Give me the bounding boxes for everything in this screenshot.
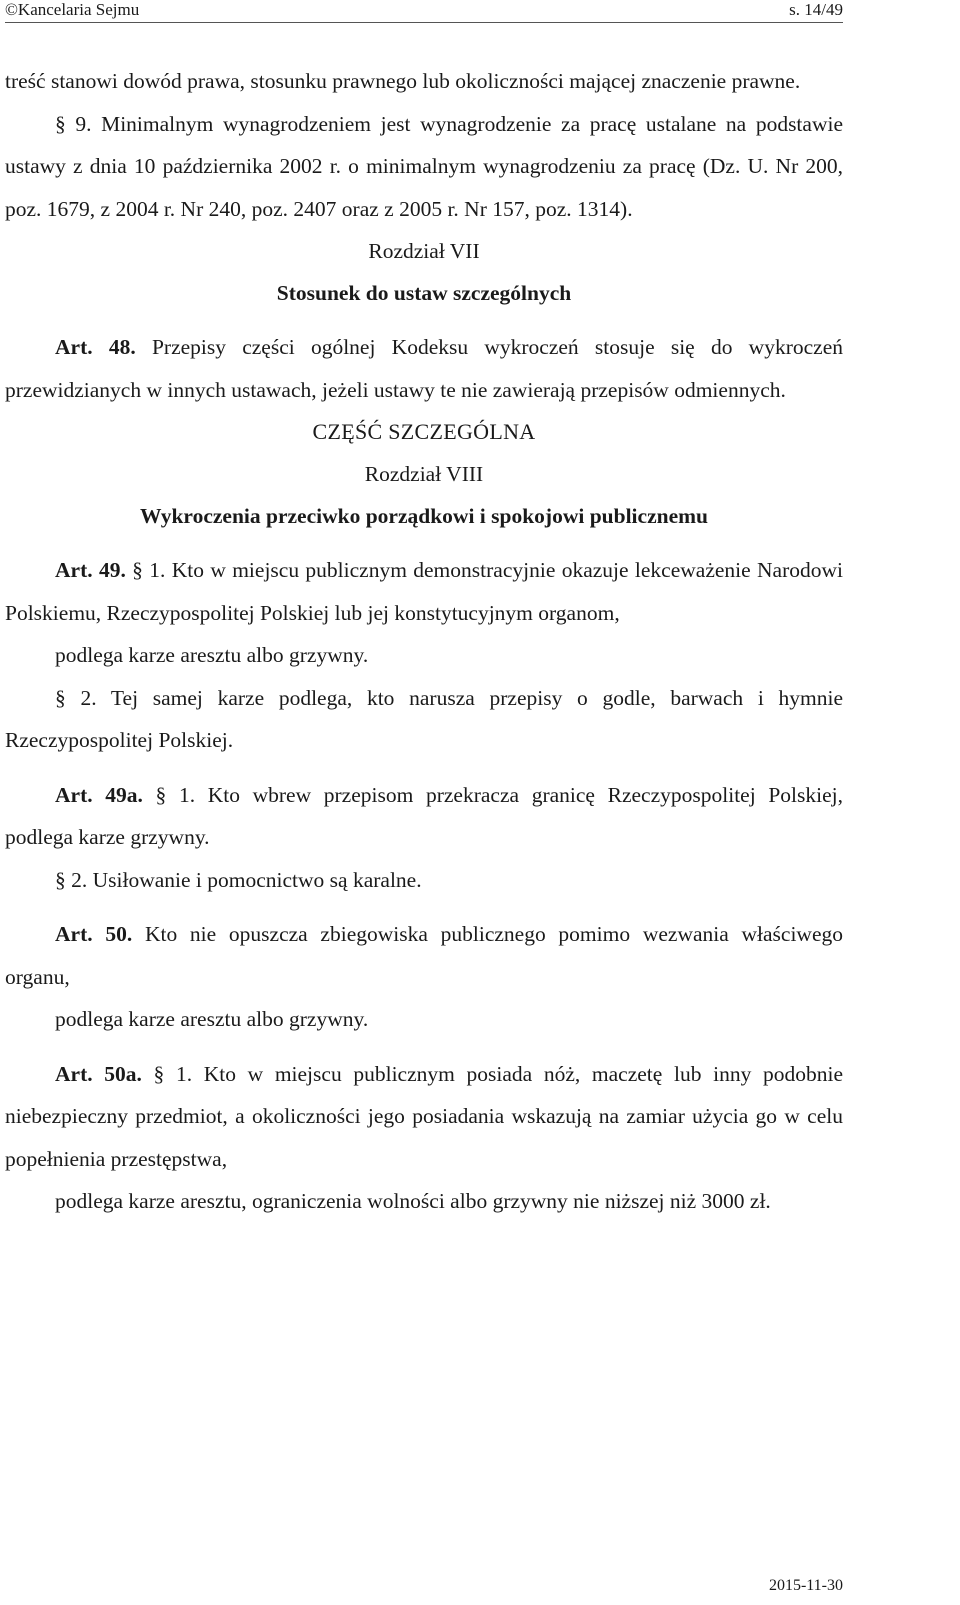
article-49-section-2: § 2. Tej samej karze podlega, kto narusza przepisy o godle, barwach i hymnie Rzeczypospolitej Polskiej. (5, 685, 843, 752)
article-50a-label: Art. 50a. (55, 1061, 142, 1086)
document-body (5, 60, 843, 1223)
part-heading: CZĘŚĆ SZCZEGÓLNA (312, 419, 536, 444)
paragraph-section-9: § 9. Minimalnym wynagrodzeniem jest wynagrodzenie za pracę ustalane na podstawie ustawy z dnia 10 października 2002 r. o minimalnym wynagrodzeniu za pracę (Dz. U. Nr 200, poz. 1679, z 2004 r. Nr 240, poz. 2407 oraz z 2005 r. Nr 157, poz. 1314). (5, 111, 843, 221)
article-49a-label: Art. 49a. (55, 782, 143, 807)
article-49-section-1-text: § 1. Kto w miejscu publicznym demonstracyjnie okazuje lekceważenie Narodowi Polskiemu, Rzeczypospolitej Polskiej lub jej konstytucyjnym organom, (5, 558, 843, 625)
article-49-section-1 (5, 549, 843, 634)
chapter-title-8: Wykroczenia przeciwko porządkowi i spokojowi publicznemu (140, 504, 708, 528)
copyright-label: ©Kancelaria Sejmu (5, 0, 140, 19)
page-number: s. 14/49 (789, 0, 843, 19)
article-50a-sanction: podlega karze aresztu, ograniczenia wolności albo grzywny nie niższej niż 3000 zł. (55, 1189, 771, 1213)
article-50-text: Kto nie opuszcza zbiegowiska publicznego pomimo wezwania właściwego organu, (5, 922, 843, 989)
article-50 (5, 913, 843, 998)
article-49-sanction: podlega karze aresztu albo grzywny. (55, 643, 369, 667)
chapter-heading-7: Rozdział VII (368, 239, 480, 263)
article-48-text: Przepisy części ogólnej Kodeksu wykroczeń stosuje się do wykroczeń przewidzianych w innych ustawach, jeżeli ustawy te nie zawierają przepisów odmiennych. (5, 335, 844, 402)
article-49-label: Art. 49. (55, 558, 126, 582)
chapter-heading-8: Rozdział VIII (364, 462, 484, 486)
page-footer-date: 2015-11-30 (768, 1577, 843, 1594)
article-50-label: Art. 50. (55, 922, 133, 946)
article-50a-section-1 (5, 1053, 843, 1181)
article-49a-section-2: § 2. Usiłowanie i pomocnictwo są karalne. (55, 867, 422, 892)
article-48 (5, 326, 843, 411)
article-50-sanction: podlega karze aresztu albo grzywny. (55, 1007, 369, 1031)
article-49a-section-1-text: § 1. Kto wbrew przepisom przekracza granicę Rzeczypospolitej Polskiej, podlega karze grzywny. (5, 782, 843, 849)
paragraph-continuation: treść stanowi dowód prawa, stosunku prawnego lub okoliczności mającej znaczenie prawne. (5, 69, 801, 93)
article-49a-section-1 (5, 774, 843, 859)
article-48-label: Art. 48. (55, 335, 136, 359)
article-50a-section-1-text: § 1. Kto w miejscu publicznym posiada nóż, maczetę lub inny podobnie niebezpieczny przedmiot, a okoliczności jego posiadania wskazują na zamiar użycia go w celu popełnienia przestępstwa, (5, 1061, 843, 1171)
chapter-title-7: Stosunek do ustaw szczególnych (276, 281, 572, 305)
page-header (5, 0, 843, 23)
